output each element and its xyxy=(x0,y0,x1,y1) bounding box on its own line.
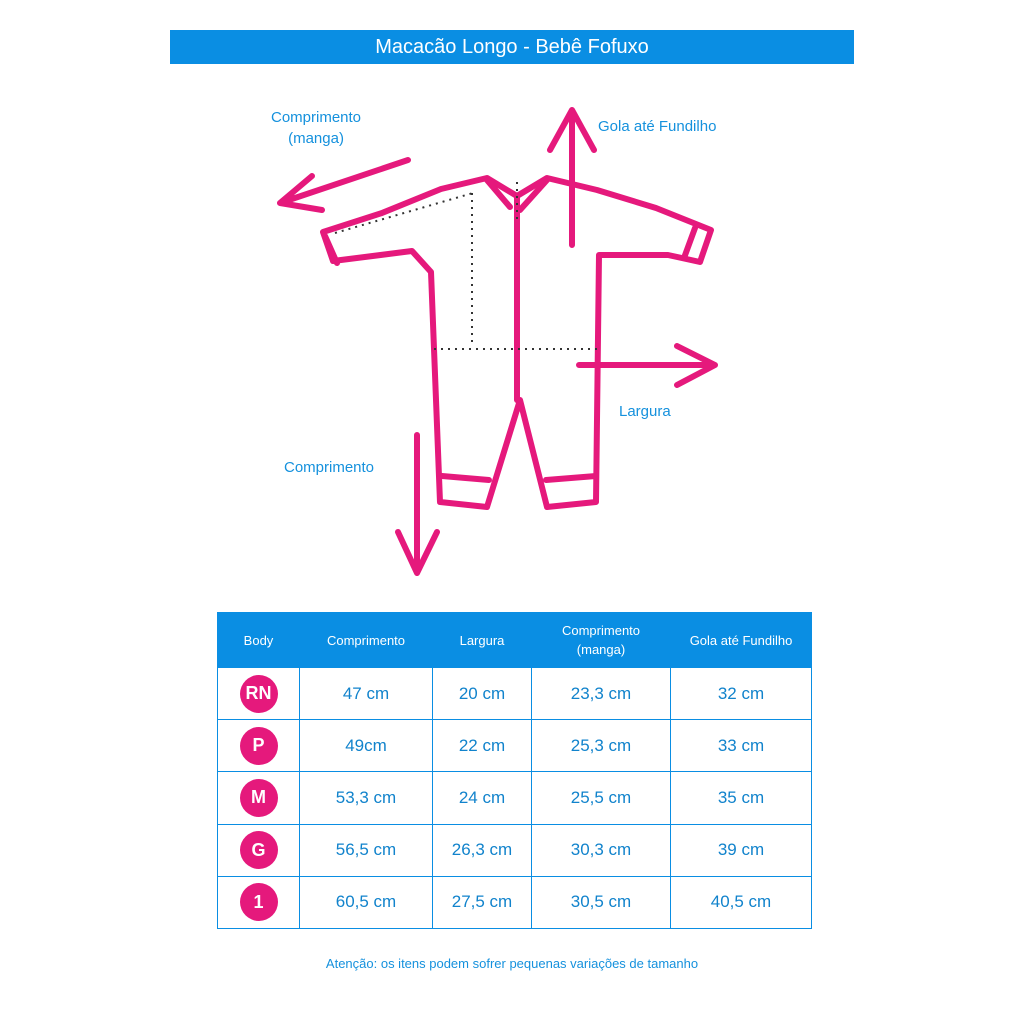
length-arrow xyxy=(398,435,437,573)
sleeve-cell: 30,3 cm xyxy=(532,824,671,876)
table-row xyxy=(218,824,812,876)
size-cell xyxy=(218,772,300,824)
collar-to-crotch-label: Gola até Fundilho xyxy=(598,118,717,135)
sleeve-cell: 23,3 cm xyxy=(532,668,671,720)
size-badge: M xyxy=(240,779,278,817)
table-row xyxy=(218,772,812,824)
size-cell xyxy=(218,824,300,876)
size-badge: 1 xyxy=(240,883,278,921)
size-variation-note: Atenção: os itens podem sofrer pequenas variações de tamanho xyxy=(325,956,699,971)
header-sleeve-length: Comprimento (manga) xyxy=(532,613,671,668)
sleeve-cell: 25,5 cm xyxy=(532,772,671,824)
size-cell xyxy=(218,720,300,772)
width-cell: 20 cm xyxy=(433,668,532,720)
width-cell: 22 cm xyxy=(433,720,532,772)
size-cell xyxy=(218,668,300,720)
table-header-row xyxy=(218,613,812,668)
length-cell: 47 cm xyxy=(300,668,433,720)
header-length: Comprimento xyxy=(300,613,433,668)
page-title: Macacão Longo - Bebê Fofuxo xyxy=(170,30,854,64)
size-table xyxy=(217,612,812,929)
collar-cell: 32 cm xyxy=(671,668,812,720)
header-body: Body xyxy=(218,613,300,668)
length-cell: 49cm xyxy=(300,720,433,772)
length-label: Comprimento xyxy=(284,459,375,476)
table-row xyxy=(218,668,812,720)
size-badge: G xyxy=(240,831,278,869)
sleeve-guide xyxy=(335,193,473,233)
size-cell xyxy=(218,876,300,928)
size-badge: P xyxy=(240,727,278,765)
length-cell: 60,5 cm xyxy=(300,876,433,928)
header-width: Largura xyxy=(433,613,532,668)
left-ankle-cuff xyxy=(442,476,489,480)
collar-cell: 35 cm xyxy=(671,772,812,824)
collar-cell: 39 cm xyxy=(671,824,812,876)
right-ankle-cuff xyxy=(546,476,596,480)
sleeve-arrow xyxy=(280,160,408,210)
collar-cell: 40,5 cm xyxy=(671,876,812,928)
width-label: Largura xyxy=(619,403,671,420)
sleeve-length-label: Comprimento (manga) xyxy=(271,109,362,147)
width-cell: 27,5 cm xyxy=(433,876,532,928)
table-row xyxy=(218,876,812,928)
length-cell: 53,3 cm xyxy=(300,772,433,824)
collar-cell: 33 cm xyxy=(671,720,812,772)
width-cell: 26,3 cm xyxy=(433,824,532,876)
sleeve-cell: 30,5 cm xyxy=(532,876,671,928)
size-badge: RN xyxy=(240,675,278,713)
sleeve-cell: 25,3 cm xyxy=(532,720,671,772)
width-cell: 24 cm xyxy=(433,772,532,824)
right-cuff xyxy=(684,228,695,258)
length-cell: 56,5 cm xyxy=(300,824,433,876)
header-collar-to-crotch: Gola até Fundilho xyxy=(671,613,812,668)
table-row xyxy=(218,720,812,772)
